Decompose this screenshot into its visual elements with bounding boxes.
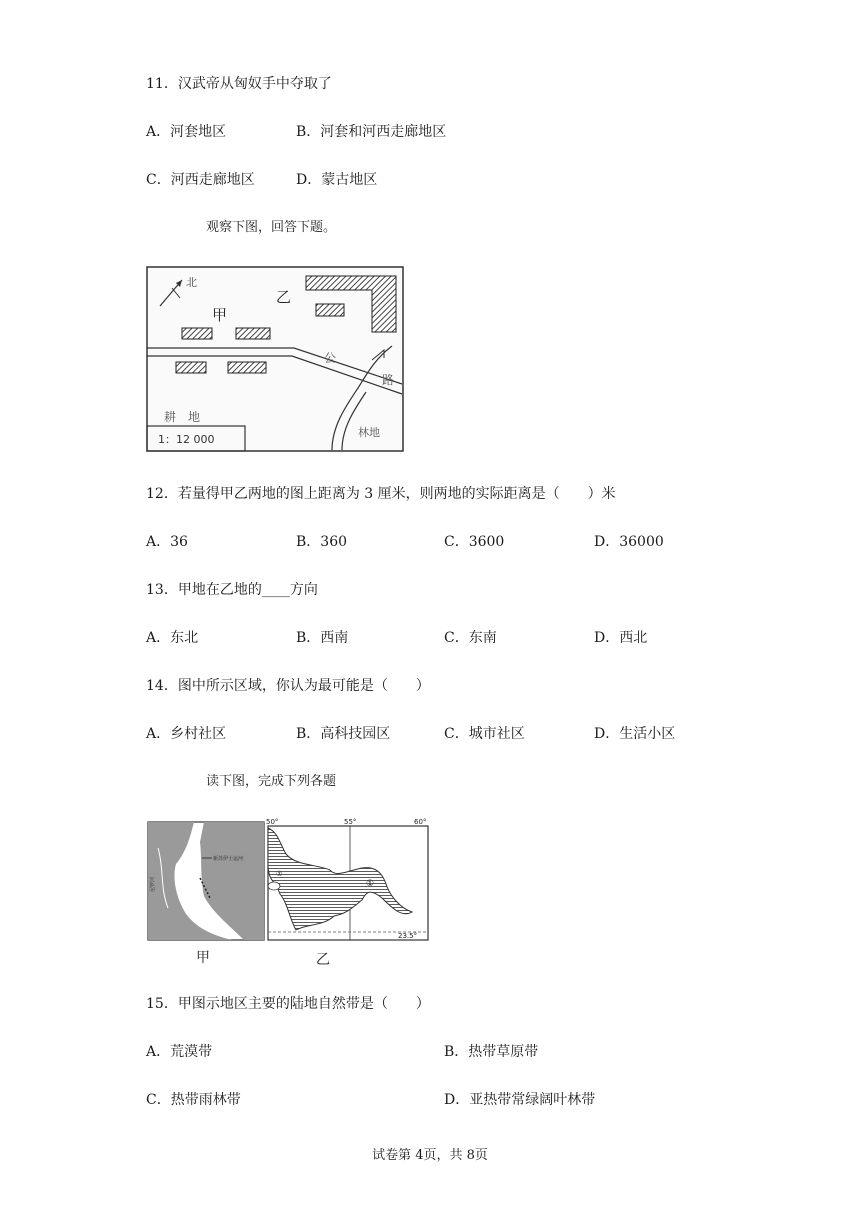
q14-option-c[interactable]: C．城市社区 [444,726,525,742]
canal-label: 新苏伊士运河 [213,856,244,862]
q15-option-b[interactable]: B．热带草原带 [444,1044,539,1060]
lon-50-label: 50° [266,818,279,826]
q12-option-a[interactable]: A．36 [146,534,188,550]
forest-label: 林地 [358,426,380,439]
q11-option-a[interactable]: A．河套地区 [146,124,227,140]
q13-option-c[interactable]: C．东南 [444,630,497,646]
question-11-stem: 11．汉武帝从匈奴手中夺取了 [146,76,332,92]
q15-option-d[interactable]: D．亚热带常绿阔叶林带 [444,1092,596,1108]
q13-option-b[interactable]: B．西南 [296,630,349,646]
q13-option-d[interactable]: D．西北 [594,630,648,646]
road-label-gong: 公 [324,351,337,365]
map-yi-caption: 乙 [316,952,330,968]
question-15-stem: 15．甲图示地区主要的陆地自然带是（ ） [146,996,430,1012]
road-label-lu: 路 [382,373,395,387]
mark-1: ① [366,879,375,889]
question-12-stem: 12．若量得甲乙两地的图上距离为 3 厘米，则两地的实际距离是（ ）米 [146,486,616,502]
q15-option-c[interactable]: C．热带雨林带 [146,1092,241,1108]
question-13-stem: 13．甲地在乙地的____方向 [146,582,318,598]
scale-label: 1：12 000 [158,433,215,446]
q14-option-a[interactable]: A．乡村社区 [146,726,227,742]
q11-option-d[interactable]: D．蒙古地区 [296,172,378,188]
mark-2: ② [276,870,283,878]
q15-option-a[interactable]: A．荒漠带 [146,1044,213,1060]
lat-23-5-label: 23.5° [398,932,418,940]
q12-option-c[interactable]: C．3600 [444,534,505,550]
map-jia-caption: 甲 [196,950,210,966]
nile-label: 尼罗河 [150,876,156,892]
building [316,304,344,316]
building [228,362,266,373]
place-yi-label: 乙 [276,288,292,306]
q11-option-c[interactable]: C．河西走廊地区 [146,172,255,188]
community-map [146,266,404,452]
intro-observe-map: 观察下图，回答下题。 [206,220,337,235]
north-label: 北 [186,276,197,289]
map-yi [266,814,432,970]
question-14-stem: 14．图中所示区域，你认为最可能是（ ） [146,678,430,694]
building [176,362,206,373]
q13-option-a[interactable]: A．东北 [146,630,199,646]
q12-option-b[interactable]: B．360 [296,534,348,550]
q11-option-b[interactable]: B．河套和河西走廊地区 [296,124,447,140]
lon-55-label: 55° [344,818,357,826]
page-footer: 试卷第 4页，共 8页 [372,1148,488,1163]
place-jia-label: 甲 [212,306,228,324]
q14-option-d[interactable]: D．生活小区 [594,726,676,742]
farmland-label: 耕 地 [164,410,201,424]
q14-option-b[interactable]: B．高科技园区 [296,726,391,742]
q12-option-d[interactable]: D．36000 [594,534,664,550]
lon-60-label: 60° [414,818,427,826]
map-jia [146,818,266,968]
intro-read-map: 读下图，完成下列各题 [206,774,337,789]
building [236,328,270,339]
building [182,328,212,339]
